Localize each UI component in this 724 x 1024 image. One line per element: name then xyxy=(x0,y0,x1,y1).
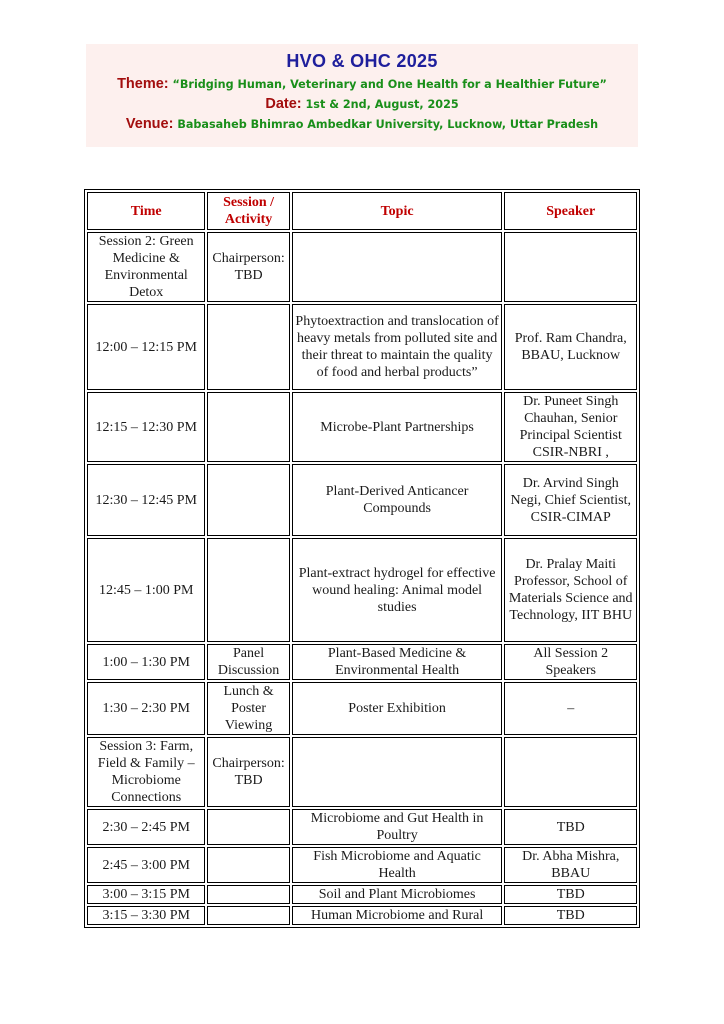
column-header-speaker: Speaker xyxy=(504,192,637,230)
speaker-cell xyxy=(504,737,637,807)
time-cell: 3:15 – 3:30 PM xyxy=(87,906,205,925)
venue-label: Venue: xyxy=(125,116,174,132)
session-cell: Panel Discussion xyxy=(207,644,289,680)
speaker-cell: All Session 2 Speakers xyxy=(504,644,637,680)
table-row xyxy=(87,906,637,925)
date-label: Date: xyxy=(265,96,302,112)
table-row xyxy=(87,538,637,642)
theme-value: “Bridging Human, Veterinary and One Health for a Healthier Future” xyxy=(172,78,607,91)
topic-cell xyxy=(292,232,503,302)
topic-cell: Human Microbiome and Rural xyxy=(292,906,503,925)
session-cell: Chairperson: TBD xyxy=(207,232,289,302)
topic-cell: Microbiome and Gut Health in Poultry xyxy=(292,809,503,845)
venue-value: Babasaheb Bhimrao Ambedkar University, Lucknow, Uttar Pradesh xyxy=(177,118,599,131)
speaker-cell xyxy=(504,232,637,302)
session-cell xyxy=(207,392,289,462)
topic-cell: Soil and Plant Microbiomes xyxy=(292,885,503,904)
topic-cell: Fish Microbiome and Aquatic Health xyxy=(292,847,503,883)
table-header-row xyxy=(87,192,637,230)
column-header-time: Time xyxy=(87,192,205,230)
theme-label: Theme: xyxy=(117,76,169,92)
topic-cell: Phytoextraction and translocation of heavy metals from polluted site and their threat to maintain the quality of food and herbal products” xyxy=(292,304,503,390)
table-row xyxy=(87,885,637,904)
session-cell xyxy=(207,304,289,390)
time-cell: 12:00 – 12:15 PM xyxy=(87,304,205,390)
column-header-session: Session / Activity xyxy=(207,192,289,230)
speaker-cell: TBD xyxy=(504,906,637,925)
topic-cell: Plant-extract hydrogel for effective wound healing: Animal model studies xyxy=(292,538,503,642)
table-row xyxy=(87,682,637,735)
time-cell: 12:45 – 1:00 PM xyxy=(87,538,205,642)
speaker-cell: – xyxy=(504,682,637,735)
table-row xyxy=(87,737,637,807)
time-cell: 2:30 – 2:45 PM xyxy=(87,809,205,845)
time-cell: 12:15 – 12:30 PM xyxy=(87,392,205,462)
date-line xyxy=(86,96,638,112)
session-cell xyxy=(207,847,289,883)
session-cell xyxy=(207,885,289,904)
schedule-table xyxy=(84,189,640,928)
speaker-cell: TBD xyxy=(504,885,637,904)
speaker-cell: Dr. Pralay Maiti Professor, School of Materials Science and Technology, IIT BHU xyxy=(504,538,637,642)
session-cell: Lunch & Poster Viewing xyxy=(207,682,289,735)
speaker-cell: TBD xyxy=(504,809,637,845)
venue-line xyxy=(86,116,638,132)
table-row xyxy=(87,232,637,302)
theme-line xyxy=(86,76,638,92)
speaker-cell: Dr. Arvind Singh Negi, Chief Scientist, CSIR-CIMAP xyxy=(504,464,637,536)
speaker-cell: Dr. Abha Mishra, BBAU xyxy=(504,847,637,883)
table-row xyxy=(87,304,637,390)
time-cell: 1:00 – 1:30 PM xyxy=(87,644,205,680)
time-cell: 12:30 – 12:45 PM xyxy=(87,464,205,536)
table-row xyxy=(87,392,637,462)
session-cell xyxy=(207,538,289,642)
topic-cell: Plant-Based Medicine & Environmental Health xyxy=(292,644,503,680)
table-row xyxy=(87,644,637,680)
session-cell xyxy=(207,809,289,845)
session-cell xyxy=(207,464,289,536)
date-value: 1st & 2nd, August, 2025 xyxy=(305,98,459,111)
topic-cell: Plant-Derived Anticancer Compounds xyxy=(292,464,503,536)
event-title: HVO & OHC 2025 xyxy=(286,51,438,71)
table-row xyxy=(87,464,637,536)
speaker-cell: Prof. Ram Chandra, BBAU, Lucknow xyxy=(504,304,637,390)
time-cell: 3:00 – 3:15 PM xyxy=(87,885,205,904)
topic-cell: Poster Exhibition xyxy=(292,682,503,735)
topic-cell xyxy=(292,737,503,807)
time-cell: Session 2: Green Medicine & Environmental Detox xyxy=(87,232,205,302)
session-cell xyxy=(207,906,289,925)
speaker-cell: Dr. Puneet Singh Chauhan, Senior Principal Scientist CSIR-NBRI , xyxy=(504,392,637,462)
topic-cell: Microbe-Plant Partnerships xyxy=(292,392,503,462)
time-cell: Session 3: Farm, Field & Family – Microbiome Connections xyxy=(87,737,205,807)
session-cell: Chairperson: TBD xyxy=(207,737,289,807)
event-header xyxy=(86,44,638,147)
table-row xyxy=(87,809,637,845)
table-row xyxy=(87,847,637,883)
time-cell: 2:45 – 3:00 PM xyxy=(87,847,205,883)
time-cell: 1:30 – 2:30 PM xyxy=(87,682,205,735)
column-header-topic: Topic xyxy=(292,192,503,230)
